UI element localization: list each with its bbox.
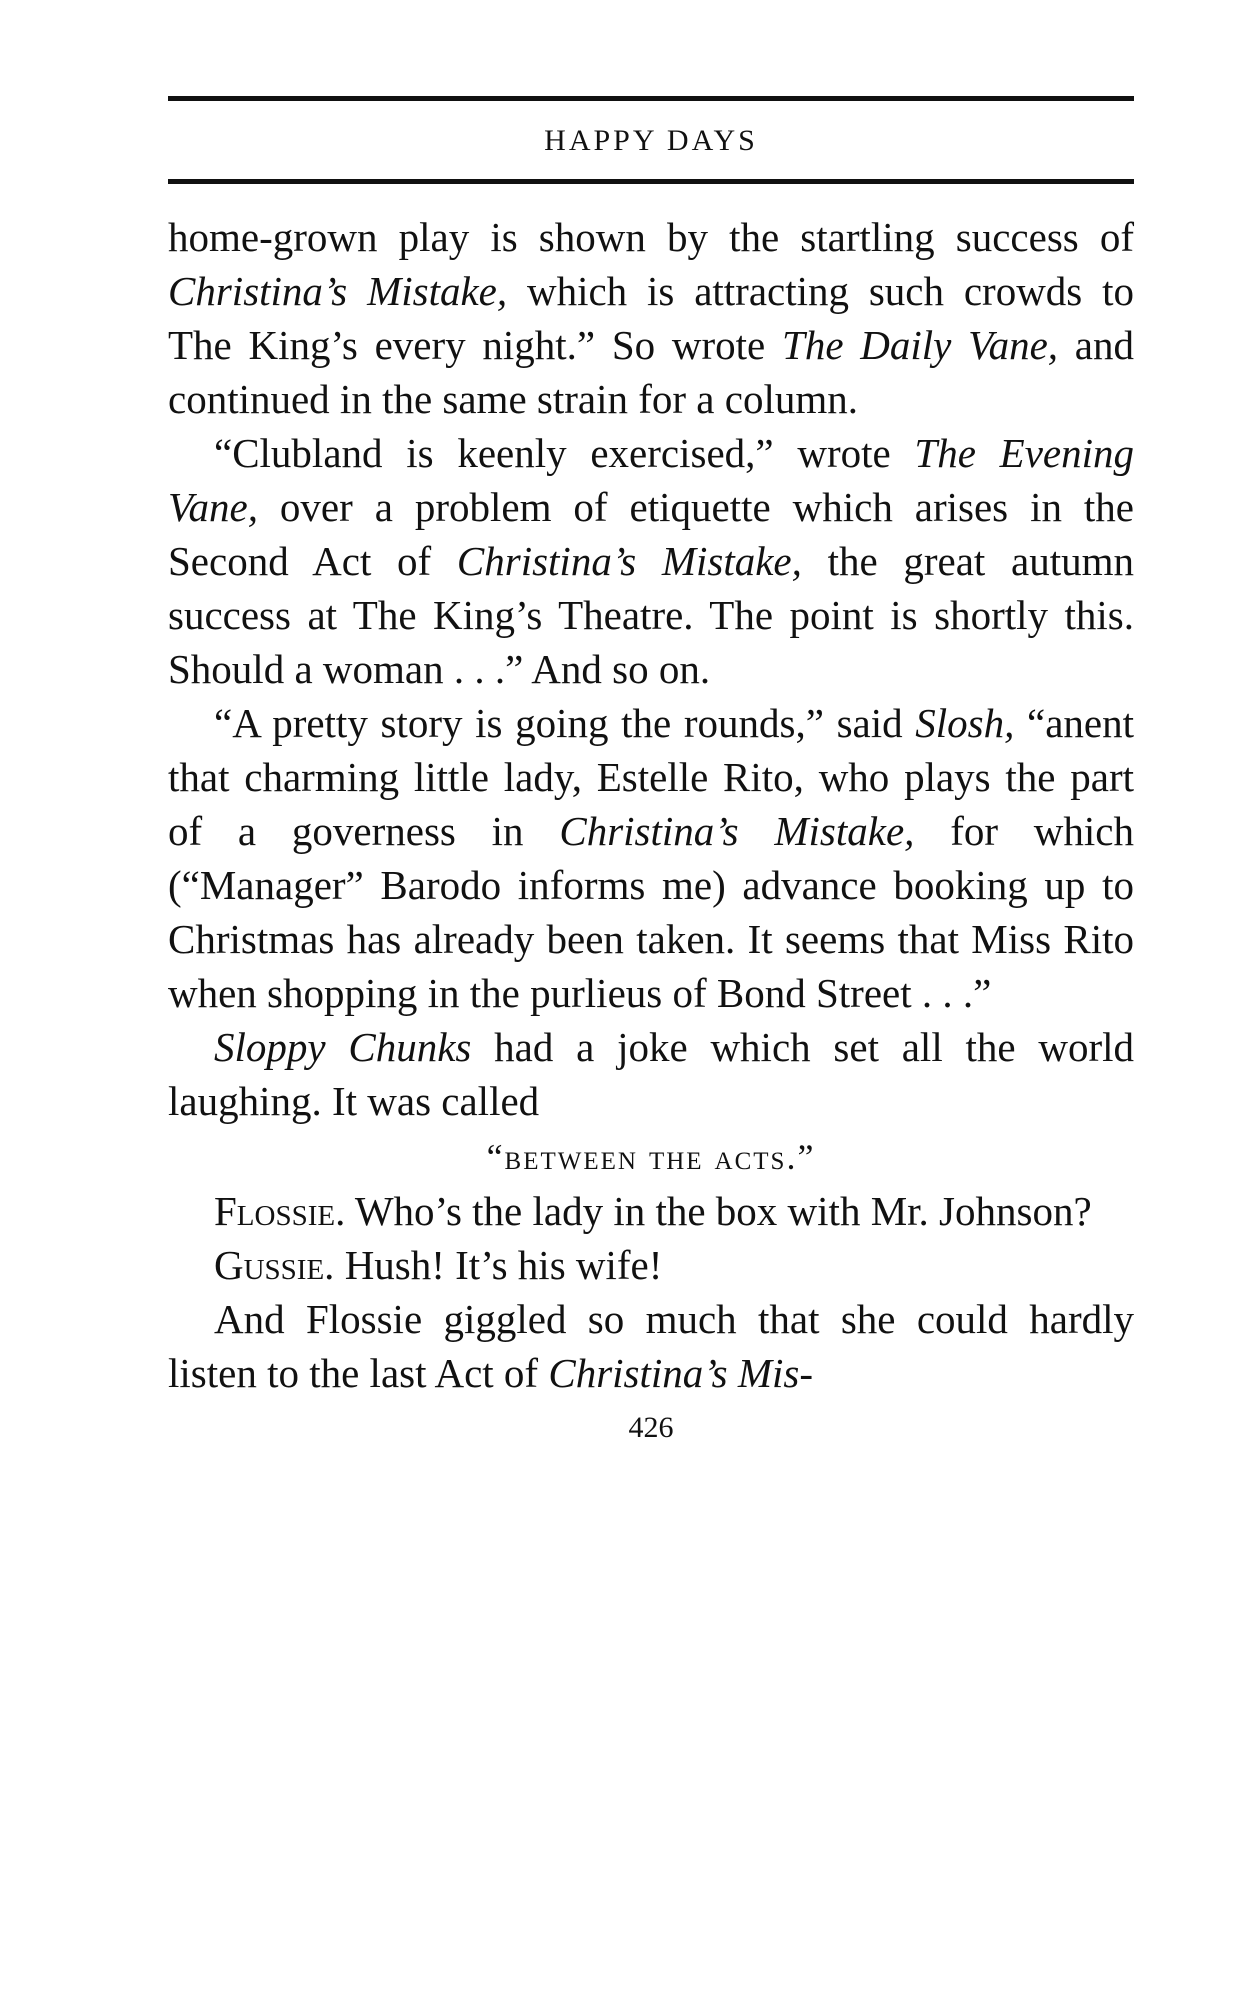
italic-title: Christina’s Mistake, <box>456 538 802 584</box>
header-rule <box>168 179 1134 184</box>
text-span: “anent that charming little lady, Estelle Rito, who plays the part of a governess in <box>168 700 1135 854</box>
italic-title: The Evening Vane, <box>168 430 1134 530</box>
text-span: “A pretty story is going the rounds,” said <box>214 700 916 746</box>
top-rule <box>168 96 1134 101</box>
dialogue-gussie <box>168 1238 1134 1292</box>
text-span: and continued in the same strain for a column. <box>168 322 1134 422</box>
italic-title: Slosh, <box>915 700 1015 746</box>
body-text <box>168 210 1134 1400</box>
paragraph-2 <box>168 426 1134 696</box>
text-span: the great autumn success at The King’s Theatre. The point is shortly this. Should a woman . . .” And so on. <box>168 538 1134 692</box>
speaker-name: Gussie. <box>214 1242 335 1288</box>
paragraph-3 <box>168 696 1134 1020</box>
paragraph-4 <box>168 1020 1134 1128</box>
text-span: had a joke which set all the world laughing. It was called <box>168 1024 1135 1124</box>
page-number: 426 <box>628 1411 674 1444</box>
text-span: And Flossie giggled so much that she could hardly listen to the last Act of <box>168 1296 1134 1396</box>
italic-title: Christina’s Mistake, <box>168 268 508 314</box>
speaker-name: Flossie. <box>214 1188 346 1234</box>
text-span: for which (“Manager” Barodo informs me) advance booking up to Christmas has already been taken. It seems that Miss Rito when shopping in the purlieus of Bond Street . . .” <box>168 808 1134 1016</box>
text-span: home-grown play is shown by the startling success of <box>168 214 1134 260</box>
italic-title: Christina’s Mistake, <box>559 808 915 854</box>
paragraph-1 <box>168 210 1134 426</box>
text-span: “Clubland is keenly exercised,” wrote <box>214 430 915 476</box>
dialogue-text: Who’s the lady in the box with Mr. Johnson? <box>345 1188 1092 1234</box>
section-heading <box>168 1128 1134 1184</box>
dialogue-flossie <box>168 1184 1134 1238</box>
running-head: HAPPY DAYS <box>544 124 758 157</box>
italic-title: Christina’s Mis- <box>548 1350 814 1396</box>
heading-text: “between the acts.” <box>486 1137 816 1177</box>
paragraph-7 <box>168 1292 1134 1400</box>
italic-title: The Daily Vane, <box>782 322 1059 368</box>
dialogue-text: Hush! It’s his wife! <box>334 1242 663 1288</box>
book-page <box>168 96 1134 1448</box>
italic-title: Sloppy Chunks <box>214 1024 472 1070</box>
text-span: which is attracting such crowds to The King’s every night.” So wrote <box>168 268 1134 368</box>
text-span: over a problem of etiquette which arises in the Second Act of <box>168 484 1134 584</box>
